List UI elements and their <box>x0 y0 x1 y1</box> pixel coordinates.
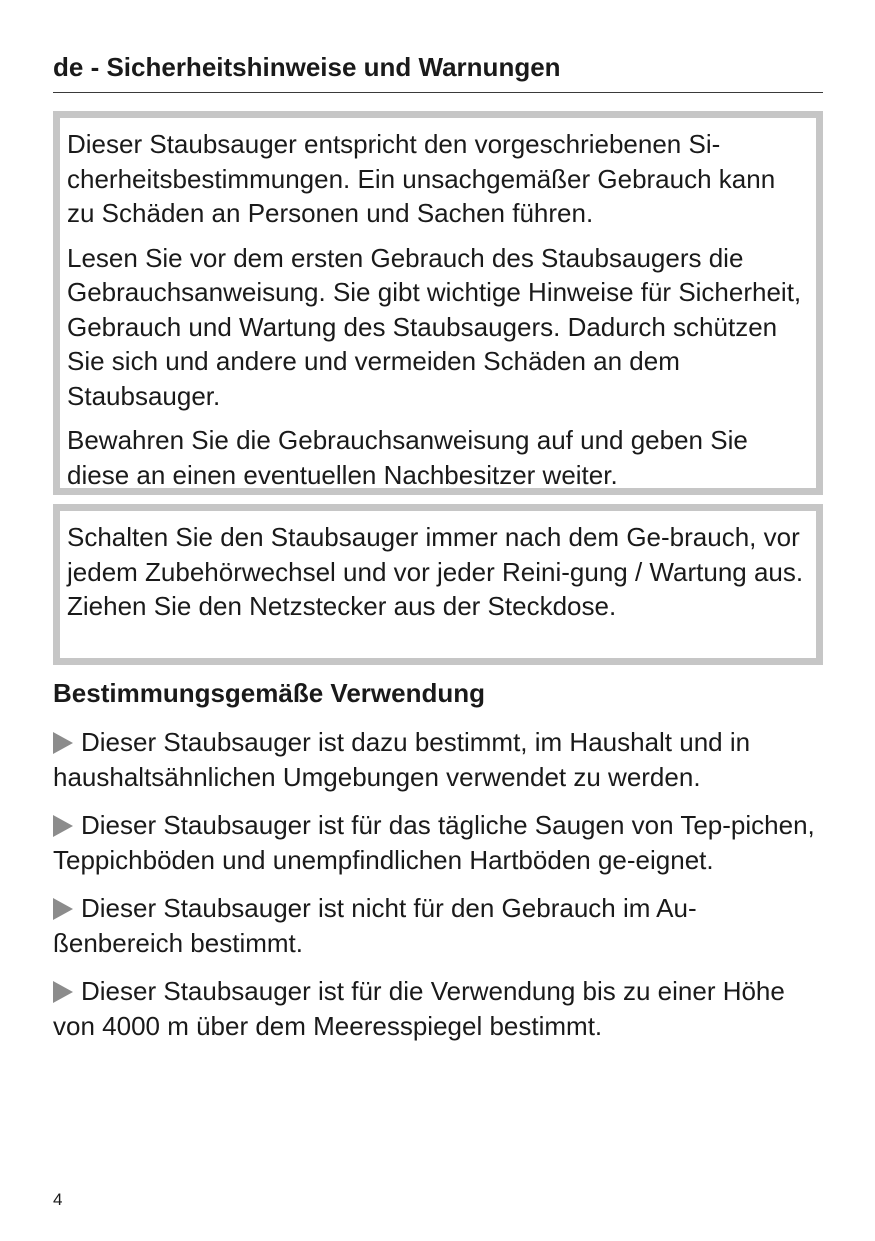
notice-paragraph: Lesen Sie vor dem ersten Gebrauch des Staubsaugers die Gebrauchsanweisung. Sie gibt wichtige Hinweise für Sicherheit, Gebrauch und Wartung des Staubsaugers. Dadurch schützen Sie sich und andere und vermeiden Schäden an dem Staubsauger. <box>67 242 802 411</box>
safety-notice-box <box>53 111 823 495</box>
list-item-text: Dieser Staubsauger ist dazu bestimmt, im Haushalt und in haushaltsähnlichen Umgebungen verwendet zu werden. <box>53 727 751 792</box>
list-item-text: Dieser Staubsauger ist für die Verwendung bis zu einer Höhe von 4000 m über dem Meeresspiegel bestimmt. <box>53 976 785 1041</box>
triangle-right-icon <box>53 732 73 754</box>
page-header-title: de - Sicherheitshinweise und Warnungen <box>53 52 561 82</box>
notice-paragraph: Bewahren Sie die Gebrauchsanweisung auf und geben Sie diese an einen eventuellen Nachbesitzer weiter. <box>67 425 748 490</box>
list-item-text: Dieser Staubsauger ist für das tägliche Saugen von Tep-pichen, Teppichböden und unempfindlichen Hartböden ge-eignet. <box>53 810 815 875</box>
intended-use-list <box>53 725 823 1057</box>
triangle-right-icon <box>53 898 73 920</box>
section-heading: Bestimmungsgemäße Verwendung <box>53 678 485 708</box>
switch-off-notice-box <box>53 504 823 665</box>
list-item <box>53 725 823 794</box>
list-item <box>53 808 823 877</box>
triangle-right-icon <box>53 815 73 837</box>
list-item <box>53 891 823 960</box>
list-item <box>53 974 823 1043</box>
notice-paragraph: Schalten Sie den Staubsauger immer nach dem Ge-brauch, vor jedem Zubehörwechsel und vor jeder Reini-gung / Wartung aus. Ziehen Sie den Netzstecker aus der Steckdose. <box>67 522 804 621</box>
header-divider <box>53 92 823 93</box>
list-item-text: Dieser Staubsauger ist nicht für den Gebrauch im Au-ßenbereich bestimmt. <box>53 893 697 958</box>
notice-paragraph: Dieser Staubsauger entspricht den vorgeschriebenen Si-cherheitsbestimmungen. Ein unsachgemäßer Gebrauch kann zu Schäden an Personen und Sachen führen. <box>67 129 776 228</box>
triangle-right-icon <box>53 981 73 1003</box>
page-number: 4 <box>53 1190 63 1209</box>
